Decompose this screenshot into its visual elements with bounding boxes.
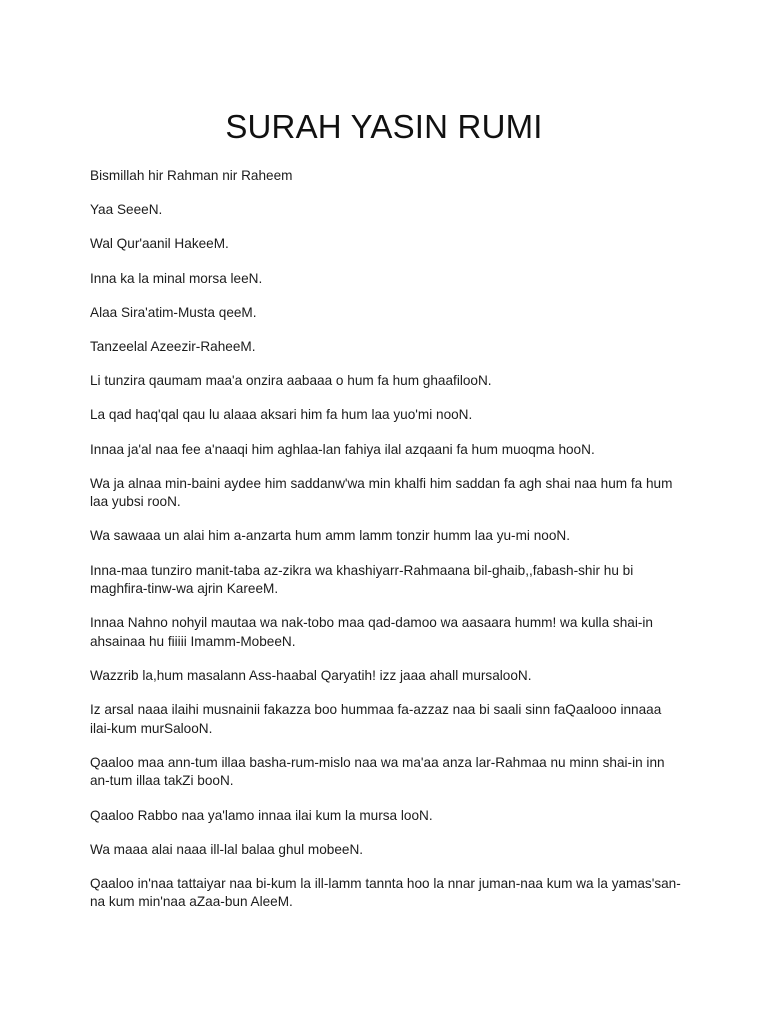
paragraph-1: Bismillah hir Rahman nir Raheem xyxy=(90,168,293,183)
paragraph-16: Qaaloo maa ann-tum illaa basha-rum-mislo naa wa ma'aa anza lar-Rahmaa nu minn shai-in inn an-tum illaa takZi booN. xyxy=(90,754,665,789)
paragraph-14: Wazzrib la,hum masalann Ass-haabal Qaryatih! izz jaaa ahall mursalooN. xyxy=(90,667,532,683)
paragraph-3: Wal Qur'aanil HakeeM. xyxy=(90,236,229,252)
paragraph-5: Alaa Sira'atim-Musta qeeM. xyxy=(90,304,257,320)
paragraph-2: Yaa SeeeN. xyxy=(90,202,163,218)
paragraph-11: Wa sawaaa un alai him a-anzarta hum amm lamm tonzir humm laa yu-mi nooN. xyxy=(90,528,570,544)
page-title: SURAH YASIN RUMI xyxy=(225,108,543,145)
paragraph-18: Wa maaa alai naaa ill-lal balaa ghul mobeeN. xyxy=(90,841,364,857)
paragraph-10: Wa ja alnaa min-baini aydee him saddanw'wa min khalfi him saddan fa agh shai naa hum fa hum laa yubsi rooN. xyxy=(90,475,673,510)
paragraph-8: La qad haq'qal qau lu alaaa aksari him fa hum laa yuo'mi nooN. xyxy=(90,407,473,423)
paragraph-4: Inna ka la minal morsa leeN. xyxy=(90,270,263,286)
paragraph-13: Innaa Nahno nohyil mautaa wa nak-tobo maa qad-damoo wa aasaara humm! wa kulla shai-in ahsainaa hu fiiiii Imamm-MobeeN. xyxy=(90,615,653,649)
document-body xyxy=(90,167,686,928)
paragraph-17: Qaaloo Rabbo naa ya'lamo innaa ilai kum la mursa looN. xyxy=(90,807,433,823)
paragraph-6: Tanzeelal Azeezir-RaheeM. xyxy=(90,338,256,354)
paragraph-7: Li tunzira qaumam maa'a onzira aabaaa o hum fa hum ghaafilooN. xyxy=(90,373,492,389)
paragraph-15: Iz arsal naaa ilaihi musnainii fakazza boo hummaa fa-azzaz naa bi saali sinn faQaalooo innaaa ilai-kum murSalooN. xyxy=(90,702,662,736)
paragraph-12: Inna-maa tunziro manit-taba az-zikra wa khashiyarr-Rahmaana bil-ghaib,,fabash-shir hu bi maghfira-tinw-wa ajrin KareeM. xyxy=(90,562,634,597)
paragraph-19: Qaaloo in'naa tattaiyar naa bi-kum la ill-lamm tannta hoo la nnar juman-naa kum wa la yamas'san-na kum min'naa aZaa-bun AleeM. xyxy=(90,875,681,910)
paragraph-9: Innaa ja'al naa fee a'naaqi him aghlaa-lan fahiya ilal azqaani fa hum muoqma hooN. xyxy=(90,441,595,457)
